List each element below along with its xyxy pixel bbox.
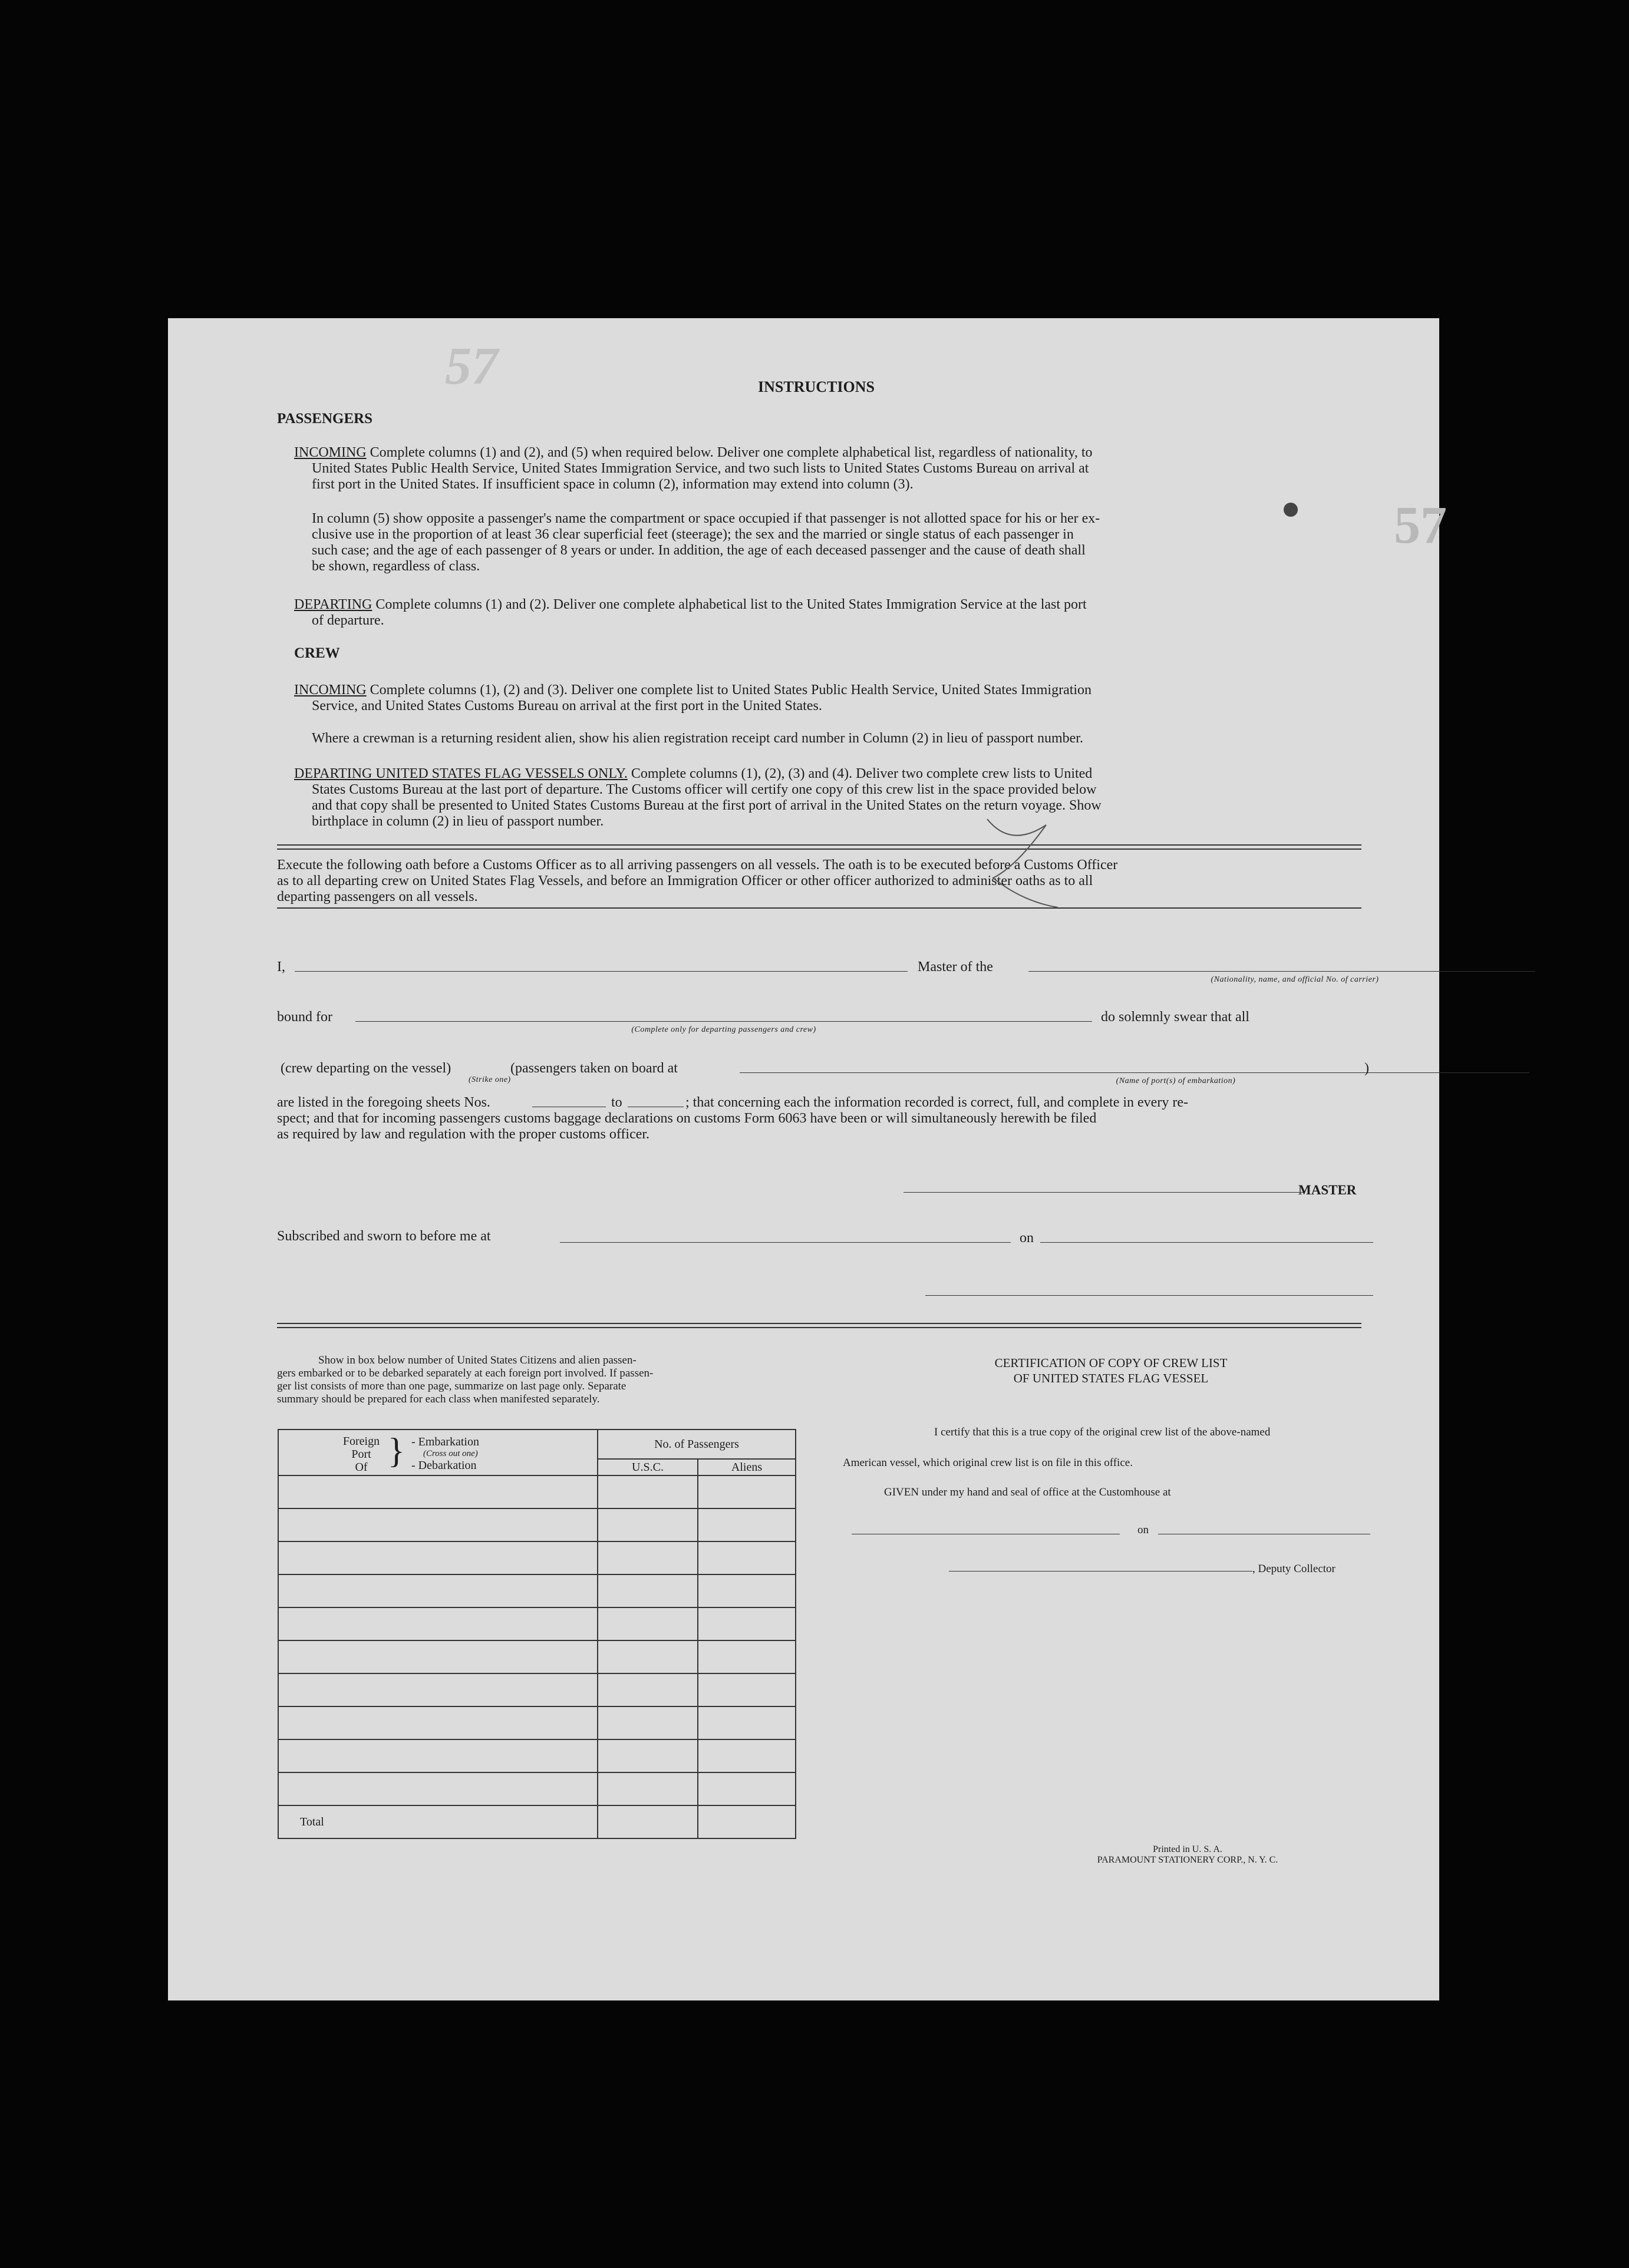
summary-row (278, 1574, 796, 1607)
aliens-header: Aliens (698, 1459, 796, 1475)
listed-to-label: to (611, 1095, 622, 1110)
summary-row (278, 1673, 796, 1706)
divider-oath (277, 907, 1361, 909)
subscribed-place-line[interactable] (560, 1242, 1011, 1243)
certification-title (905, 1355, 1317, 1386)
foreign-label: Foreign (342, 1435, 380, 1448)
summary-intro-line-1: Show in box below number of United States Citizens and alien passen- (318, 1354, 637, 1366)
certification-title-line-2: OF UNITED STATES FLAG VESSEL (1013, 1371, 1209, 1385)
total-label: Total (278, 1805, 598, 1838)
bound-for-label: bound for (277, 1009, 332, 1025)
certification-title-line-1: CERTIFICATION OF COPY OF CREW LIST (994, 1356, 1228, 1370)
listed-line-4: as required by law and regulation with the proper customs officer. (277, 1127, 650, 1142)
summary-row (278, 1772, 796, 1805)
usc-header: U.S.C. (598, 1459, 698, 1475)
officer-signature-line[interactable] (925, 1295, 1373, 1296)
crew-incoming-line-2: Service, and United States Customs Bureau on arrival at the first port in the United States. (312, 698, 822, 714)
aliens-cell[interactable] (698, 1739, 796, 1772)
port-cell[interactable] (278, 1541, 598, 1574)
deputy-collector-label: , Deputy Collector (1252, 1563, 1335, 1575)
oath-intro-line-3: departing passengers on all vessels. (277, 889, 478, 904)
oath-intro-line-2: as to all departing crew on United States Flag Vessels, and before an Immigration Officer or other officer authorized to administer oaths as to all (277, 873, 1093, 889)
side-stamp-number: 57 (1394, 496, 1447, 554)
passengers-incoming-line-1: Complete columns (1) and (2), and (5) when required below. Deliver one complete alphabetical list, regardless of nationality, to (370, 445, 1093, 460)
column5-line-2: clusive use in the proportion of at least 36 clear superficial feet (steerage); the sex and the married or single status of each passenger in (312, 527, 1074, 542)
column5-block (312, 511, 1361, 575)
divider-top (277, 844, 1361, 846)
usc-cell[interactable] (598, 1640, 698, 1673)
port-cell[interactable] (278, 1640, 598, 1673)
usc-cell[interactable] (598, 1706, 698, 1739)
aliens-cell[interactable] (698, 1673, 796, 1706)
summary-row (278, 1475, 796, 1508)
embarkation-label: - Embarkation (411, 1435, 479, 1448)
port-label: Port (351, 1448, 371, 1461)
summary-intro-line-3: ger list consists of more than one page, summarize on last page only. Separate (277, 1380, 626, 1392)
summary-row (278, 1706, 796, 1739)
port-cell[interactable] (278, 1574, 598, 1607)
passengers-incoming-line-3: first port in the United States. If insufficient space in column (2), information may extend into column (3). (312, 477, 914, 492)
listed-line-1 (277, 1095, 490, 1111)
passengers-heading: PASSENGERS (277, 411, 373, 427)
aliens-cell[interactable] (698, 1607, 796, 1640)
deputy-signature-line[interactable] (949, 1571, 1252, 1572)
aliens-cell[interactable] (698, 1541, 796, 1574)
foreign-port-header (278, 1430, 598, 1475)
listed-line-3: spect; and that for incoming passengers customs baggage declarations on customs Form 6063 have been or will simultaneously herewith be filed (277, 1111, 1097, 1126)
aliens-cell[interactable] (698, 1706, 796, 1739)
aliens-cell[interactable] (698, 1772, 796, 1805)
usc-cell[interactable] (598, 1508, 698, 1541)
divider-top-2 (277, 849, 1361, 850)
faint-stamp-number: 57 (445, 337, 498, 395)
crew-departing-block (294, 766, 1355, 830)
embarkation-port-line[interactable] (740, 1072, 1529, 1073)
debarkation-label: - Debarkation (411, 1459, 477, 1472)
aliens-cell[interactable] (698, 1574, 796, 1607)
master-signature-line[interactable] (903, 1192, 1304, 1193)
master-label: MASTER (1298, 1183, 1357, 1197)
usc-cell[interactable] (598, 1739, 698, 1772)
printed-in-usa: Printed in U. S. A. (1153, 1844, 1222, 1854)
bound-for-caption: (Complete only for departing passengers and crew) (631, 1025, 816, 1034)
aliens-cell[interactable] (698, 1640, 796, 1673)
passengers-departing-block (294, 597, 1355, 629)
certify-line-1: I certify that this is a true copy of the original crew list of the above-named (934, 1426, 1271, 1438)
listed-sheets-text: are listed in the foregoing sheets Nos. (277, 1095, 490, 1110)
close-paren: ) (1364, 1061, 1369, 1076)
column5-line-1: In column (5) show opposite a passenger's name the compartment or space occupied if that passenger is not allotted space for his or her ex- (312, 511, 1100, 526)
divider-bottom-2 (277, 1327, 1361, 1328)
aliens-cell[interactable] (698, 1475, 796, 1508)
crew-departing-line-3: and that copy shall be presented to United States Customs Bureau at the first port of arrival in the United States on the return voyage. Show (312, 798, 1102, 813)
ink-blot (1279, 498, 1302, 521)
crew-departing-line-1: Complete columns (1), (2), (3) and (4). Deliver two complete crew lists to United (631, 766, 1093, 781)
port-caption: (Name of port(s) of embarkation) (1116, 1077, 1236, 1085)
oath-i-label: I, (277, 959, 285, 975)
passenger-summary-table (278, 1429, 796, 1839)
bound-for-line[interactable] (355, 1021, 1092, 1022)
master-name-line[interactable] (295, 971, 908, 972)
passengers-incoming-line-2: United States Public Health Service, United States Immigration Service, and two such lists to United States Customs Bureau on arrival at (312, 461, 1089, 476)
subscribed-label: Subscribed and sworn to before me at (277, 1229, 491, 1244)
total-usc-cell[interactable] (598, 1805, 698, 1838)
carrier-line[interactable] (1028, 971, 1535, 972)
crew-heading: CREW (294, 645, 340, 661)
usc-cell[interactable] (598, 1673, 698, 1706)
certification-on-label: on (1137, 1524, 1149, 1536)
port-cell[interactable] (278, 1607, 598, 1640)
usc-cell[interactable] (598, 1475, 698, 1508)
cross-out-label: (Cross out one) (423, 1449, 478, 1458)
usc-cell[interactable] (598, 1772, 698, 1805)
document-page (168, 318, 1447, 2000)
master-of-the-label: Master of the (918, 959, 993, 975)
page-title: INSTRUCTIONS (758, 378, 875, 395)
crew-departing-line-4: birthplace in column (2) in lieu of passport number. (312, 814, 604, 829)
column5-line-3: such case; and the age of each passenger of 8 years or under. In addition, the age of each deceased passenger and the cause of death shall (312, 543, 1086, 558)
port-cell[interactable] (278, 1772, 598, 1805)
brace-glyph: } (388, 1431, 405, 1470)
summary-intro-line-4: summary should be prepared for each class when manifested separately. (277, 1393, 600, 1405)
passengers-departing-line-2: of departure. (312, 613, 384, 628)
total-aliens-cell[interactable] (698, 1805, 796, 1838)
departing-label: DEPARTING (294, 597, 372, 612)
summary-row (278, 1508, 796, 1541)
oath-intro-line-1: Execute the following oath before a Customs Officer as to all arriving passengers on all vessels. The oath is to be executed before a Customs Officer (277, 857, 1118, 873)
certify-line-2: American vessel, which original crew list is on file in this office. (843, 1457, 1133, 1469)
passengers-taken-option: (passengers taken on board at (510, 1061, 678, 1076)
divider-bottom (277, 1323, 1361, 1324)
column5-line-4: be shown, regardless of class. (312, 559, 480, 574)
summary-intro (277, 1354, 807, 1406)
no-of-passengers-header: No. of Passengers (598, 1430, 796, 1459)
aliens-cell[interactable] (698, 1508, 796, 1541)
crew-incoming-block (294, 682, 1355, 714)
subscribed-date-line[interactable] (1040, 1242, 1373, 1243)
handwritten-mark (975, 813, 1070, 919)
passengers-incoming-block (294, 445, 1355, 493)
summary-row (278, 1640, 796, 1673)
crew-resident-text: Where a crewman is a returning resident alien, show his alien registration receipt card number in Column (2) in lieu of passport number. (312, 731, 1083, 746)
port-cell[interactable] (278, 1673, 598, 1706)
crew-departing-line-2: States Customs Bureau at the last port of departure. The Customs officer will certify one copy of this crew list in the space provided below (312, 782, 1097, 797)
strike-one-caption: (Strike one) (469, 1075, 511, 1084)
given-line: GIVEN under my hand and seal of office at the Customhouse at (884, 1486, 1171, 1498)
carrier-caption: (Nationality, name, and official No. of carrier) (1211, 975, 1379, 984)
swear-label: do solemnly swear that all (1101, 1009, 1249, 1025)
crew-departing-option: (crew departing on the vessel) (281, 1061, 451, 1076)
incoming-label: INCOMING (294, 445, 367, 460)
port-cell[interactable] (278, 1739, 598, 1772)
of-label: Of (355, 1461, 368, 1474)
crew-incoming-line-1: Complete columns (1), (2) and (3). Deliver one complete list to United States Public Health Service, United States Immigration (370, 682, 1092, 698)
summary-rows (278, 1475, 796, 1805)
oath-intro (277, 857, 1364, 905)
summary-row (278, 1541, 796, 1574)
usc-cell[interactable] (598, 1574, 698, 1607)
usc-cell[interactable] (598, 1607, 698, 1640)
listed-line-2: ; that concerning each the information recorded is correct, full, and complete in every re- (685, 1095, 1188, 1110)
crew-incoming-label: INCOMING (294, 682, 367, 698)
printer-name: PARAMOUNT STATIONERY CORP., N. Y. C. (1097, 1855, 1278, 1865)
port-cell[interactable] (278, 1508, 598, 1541)
summary-intro-line-2: gers embarked or to be debarked separately at each foreign port involved. If passen- (277, 1367, 654, 1379)
usc-cell[interactable] (598, 1541, 698, 1574)
port-cell[interactable] (278, 1706, 598, 1739)
summary-row (278, 1739, 796, 1772)
passengers-departing-line-1: Complete columns (1) and (2). Deliver one complete alphabetical list to the United States Immigration Service at the last port (375, 597, 1087, 612)
crew-departing-label: DEPARTING UNITED STATES FLAG VESSELS ONLY. (294, 766, 628, 781)
port-cell[interactable] (278, 1475, 598, 1508)
subscribed-on-label: on (1020, 1230, 1034, 1246)
summary-row (278, 1607, 796, 1640)
